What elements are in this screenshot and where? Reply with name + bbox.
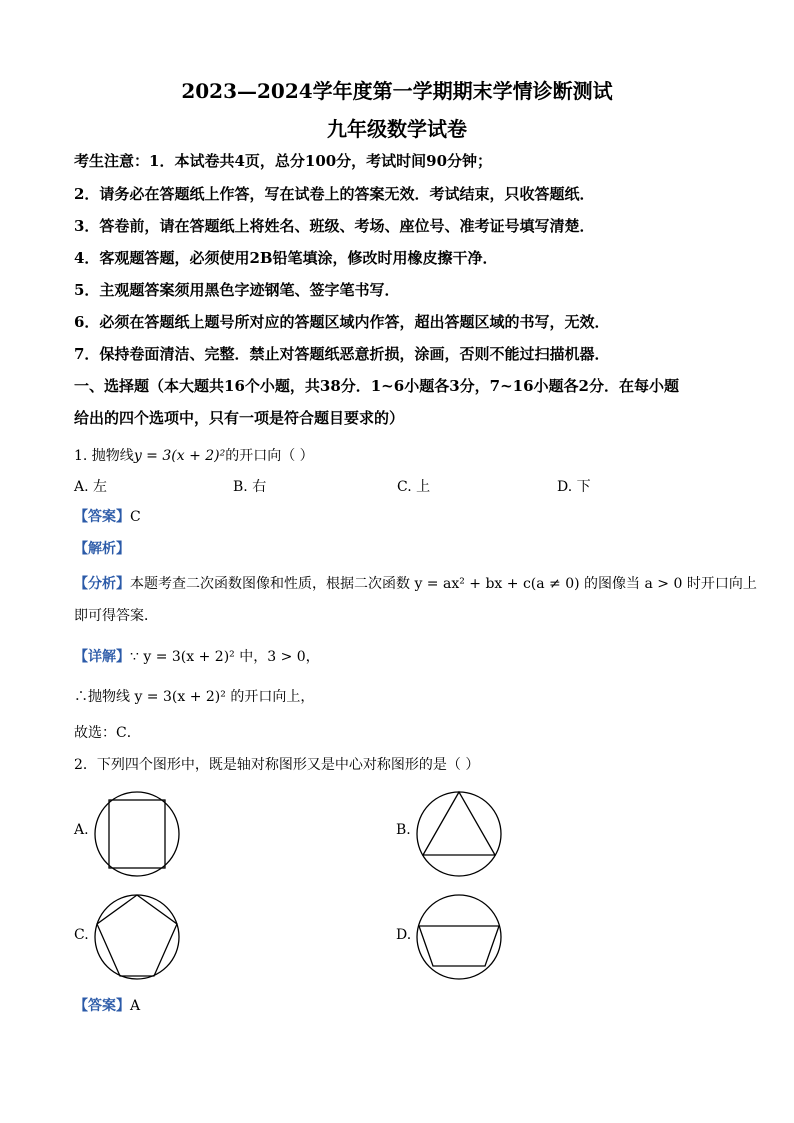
q1-choose: 故选：C． <box>74 725 141 741</box>
answer-tag: 【答案】 <box>74 509 130 525</box>
note-6: 6．必须在答题纸上题号所对应的答题区域内作答，超出答题区域的书写，无效． <box>74 313 610 331</box>
question-2-stem: 2．下列四个图形中，既是轴对称图形又是中心对称图形的是（ ） <box>74 757 480 773</box>
figure-a-rectangle <box>109 800 165 868</box>
q1-fenxi-cont: 即可得答案． <box>74 608 158 624</box>
q1-expression: y = 3(x + 2)² <box>133 448 226 464</box>
q1-option-b: B. 右 <box>233 479 267 495</box>
q2-label-c: C. <box>74 927 89 943</box>
q2-answer-tag: 【答案】 <box>74 998 130 1014</box>
exam-subtitle: 九年级数学试卷 <box>327 117 467 141</box>
figure-b-triangle <box>423 792 495 855</box>
q1-therefore: ∴抛物线 y = 3(x + 2)² 的开口向上， <box>74 689 315 705</box>
note-1: 考生注意：1．本试卷共4页，总分100分，考试时间90分钟； <box>74 152 493 170</box>
figure-b-circle <box>417 792 501 876</box>
figure-c-pentagon <box>97 895 177 976</box>
note-2: 2．请务必在答题纸上作答，写在试卷上的答案无效．考试结束，只收答题纸． <box>74 185 595 203</box>
figure-c-circle <box>95 895 179 979</box>
q2-answer <box>74 995 140 1015</box>
fenxi-text: 本题考查二次函数图像和性质，根据二次函数 y = ax² + bx + c(a ≠ 0) 的图像当 a > 0 时开口向上 <box>130 576 757 592</box>
note-5: 5．主观题答案须用黑色字迹钢笔、签字笔书写． <box>74 281 400 299</box>
note-7: 7．保持卷面清洁、完整．禁止对答题纸恶意折损，涂画，否则不能过扫描机器． <box>74 345 610 363</box>
q1-suffix: 的开口向（ ） <box>225 448 314 464</box>
figure-a-circle <box>95 792 179 876</box>
q1-prefix: 1. 抛物线 <box>74 448 134 464</box>
figure-b-circle-triangle <box>414 789 504 879</box>
q2-label-d: D. <box>396 927 412 943</box>
question-1-stem <box>74 445 314 465</box>
q1-detail <box>74 646 320 666</box>
analysis-tag: 【解析】 <box>74 541 130 557</box>
note-3: 3．答卷前，请在答题纸上将姓名、班级、考场、座位号、准考证号填写清楚． <box>74 217 595 235</box>
section-heading: 一、选择题（本大题共16个小题，共38分．1~6小题各3分，7~16小题各2分．在每小题 <box>74 377 679 395</box>
section-heading-cont: 给出的四个选项中，只有一项是符合题目要求的） <box>74 409 405 427</box>
exam-title: 2023—2024学年度第一学期期末学情诊断测试 <box>181 79 613 103</box>
q2-answer-value: A <box>130 998 141 1014</box>
figure-d-circle-trapezoid <box>414 892 504 982</box>
q2-label-b: B. <box>396 822 411 838</box>
q1-option-a: A. 左 <box>74 479 108 495</box>
q1-fenxi <box>74 573 757 593</box>
figure-c-circle-pentagon <box>92 892 182 982</box>
note-4: 4．客观题答题，必须使用2B铅笔填涂，修改时用橡皮擦干净． <box>74 249 498 267</box>
q2-label-a: A. <box>74 822 89 838</box>
q1-analysis-heading <box>74 538 130 558</box>
q1-answer <box>74 506 141 526</box>
figure-d-trapezoid <box>419 926 499 966</box>
q1-option-c: C. 上 <box>397 479 431 495</box>
q1-option-d: D. 下 <box>557 479 591 495</box>
detail-text: ∵ y = 3(x + 2)² 中，3 > 0， <box>130 649 320 665</box>
detail-tag: 【详解】 <box>74 649 130 665</box>
fenxi-tag: 【分析】 <box>74 576 130 592</box>
figure-a-circle-square <box>92 789 182 879</box>
answer-value: C <box>130 509 141 525</box>
